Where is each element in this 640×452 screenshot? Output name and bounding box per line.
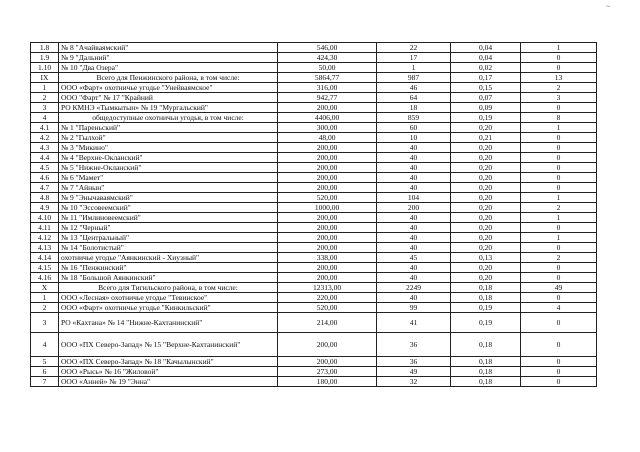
cell-name: № 4 "Верхне-Окланский" bbox=[59, 153, 278, 163]
table-row bbox=[31, 93, 597, 103]
cell-num: 4.13 bbox=[31, 243, 59, 253]
cell-v2: 0,20 bbox=[451, 193, 521, 203]
cell-v3: 2 bbox=[521, 203, 597, 213]
cell-name: ООО «Рысь» № 16 "Жиловой" bbox=[59, 367, 278, 377]
cell-v3: 1 bbox=[521, 123, 597, 133]
cell-area: 200,00 bbox=[278, 143, 377, 153]
cell-name: общедоступные охотничьи угодья, в том числе: bbox=[59, 113, 278, 123]
cell-num: 4 bbox=[31, 333, 59, 357]
cell-v3: 0 bbox=[521, 183, 597, 193]
cell-area: 180,00 bbox=[278, 377, 377, 387]
cell-num: 4.4 bbox=[31, 153, 59, 163]
cell-v3: 0 bbox=[521, 53, 597, 63]
table-row bbox=[31, 243, 597, 253]
page-corner-mark: ~ bbox=[606, 2, 611, 11]
cell-v3: 0 bbox=[521, 153, 597, 163]
cell-v2: 0,09 bbox=[451, 103, 521, 113]
cell-v1: 99 bbox=[377, 303, 451, 313]
cell-area: 200,00 bbox=[278, 333, 377, 357]
cell-v3: 0 bbox=[521, 377, 597, 387]
table-row bbox=[31, 53, 597, 63]
cell-v3: 0 bbox=[521, 143, 597, 153]
cell-name: № 6 "Мамет" bbox=[59, 173, 278, 183]
cell-num: 4.11 bbox=[31, 223, 59, 233]
cell-area: 200,00 bbox=[278, 153, 377, 163]
cell-v1: 40 bbox=[377, 233, 451, 243]
cell-v2: 0,20 bbox=[451, 173, 521, 183]
cell-v1: 2249 bbox=[377, 283, 451, 293]
cell-area: 200,00 bbox=[278, 263, 377, 273]
cell-v1: 36 bbox=[377, 333, 451, 357]
cell-v3: 0 bbox=[521, 273, 597, 283]
cell-v3: 4 bbox=[521, 303, 597, 313]
cell-v3: 13 bbox=[521, 73, 597, 83]
cell-v2: 0,13 bbox=[451, 253, 521, 263]
cell-v3: 1 bbox=[521, 43, 597, 53]
cell-num: 1.9 bbox=[31, 53, 59, 63]
cell-num: 4.14 bbox=[31, 253, 59, 263]
cell-v2: 0,20 bbox=[451, 183, 521, 193]
table-row bbox=[31, 193, 597, 203]
cell-num: 4.15 bbox=[31, 263, 59, 273]
cell-v2: 0,20 bbox=[451, 213, 521, 223]
cell-v1: 859 bbox=[377, 113, 451, 123]
cell-v2: 0,20 bbox=[451, 153, 521, 163]
cell-v1: 40 bbox=[377, 183, 451, 193]
cell-area: 316,00 bbox=[278, 83, 377, 93]
cell-v3: 0 bbox=[521, 63, 597, 73]
cell-v1: 104 bbox=[377, 193, 451, 203]
cell-name: № 3 "Микино" bbox=[59, 143, 278, 153]
cell-v2: 0,04 bbox=[451, 53, 521, 63]
table-row bbox=[31, 123, 597, 133]
cell-area: 50,00 bbox=[278, 63, 377, 73]
cell-num: 4.3 bbox=[31, 143, 59, 153]
cell-name: № 16 "Пенжинский" bbox=[59, 263, 278, 273]
cell-v2: 0,19 bbox=[451, 303, 521, 313]
cell-v1: 46 bbox=[377, 83, 451, 93]
cell-v1: 17 bbox=[377, 53, 451, 63]
cell-name: № 12 "Черный" bbox=[59, 223, 278, 233]
cell-name: РО КМНЭ «Тымкытын» № 19 "Мургальский" bbox=[59, 103, 278, 113]
cell-area: 200,00 bbox=[278, 273, 377, 283]
cell-name: № 10 "Эссовеемский" bbox=[59, 203, 278, 213]
cell-name: № 1 "Пареньский" bbox=[59, 123, 278, 133]
cell-v2: 0,04 bbox=[451, 43, 521, 53]
cell-name: Всего для Пенжинского района, в том числе: bbox=[59, 73, 278, 83]
cell-v1: 64 bbox=[377, 93, 451, 103]
cell-v1: 49 bbox=[377, 367, 451, 377]
cell-area: 200,00 bbox=[278, 103, 377, 113]
cell-area: 942,77 bbox=[278, 93, 377, 103]
cell-num: 4.8 bbox=[31, 193, 59, 203]
cell-v3: 0 bbox=[521, 313, 597, 333]
cell-v1: 22 bbox=[377, 43, 451, 53]
table-row bbox=[31, 83, 597, 93]
cell-v3: 0 bbox=[521, 333, 597, 357]
cell-v1: 32 bbox=[377, 377, 451, 387]
cell-name: № 14 "Болотистый" bbox=[59, 243, 278, 253]
cell-area: 4406,00 bbox=[278, 113, 377, 123]
cell-num: 4.7 bbox=[31, 183, 59, 193]
cell-area: 200,00 bbox=[278, 163, 377, 173]
cell-v2: 0,20 bbox=[451, 203, 521, 213]
cell-v3: 2 bbox=[521, 253, 597, 263]
cell-num: IX bbox=[31, 73, 59, 83]
cell-v3: 3 bbox=[521, 93, 597, 103]
cell-num: 4.2 bbox=[31, 133, 59, 143]
cell-v2: 0,21 bbox=[451, 133, 521, 143]
hunting-grounds-table bbox=[30, 42, 597, 387]
cell-name: № 13 "Центральный" bbox=[59, 233, 278, 243]
table-row bbox=[31, 133, 597, 143]
cell-v1: 40 bbox=[377, 143, 451, 153]
cell-v3: 0 bbox=[521, 243, 597, 253]
cell-v3: 0 bbox=[521, 263, 597, 273]
table-row bbox=[31, 103, 597, 113]
cell-num: 4.9 bbox=[31, 203, 59, 213]
cell-area: 338,00 bbox=[278, 253, 377, 263]
cell-name: РО «Кахтана» № 14 "Нижне-Кахтанинский" bbox=[59, 313, 278, 333]
cell-area: 546,00 bbox=[278, 43, 377, 53]
cell-num: 4.10 bbox=[31, 213, 59, 223]
cell-v1: 40 bbox=[377, 263, 451, 273]
cell-num: 1.10 bbox=[31, 63, 59, 73]
cell-num: 1 bbox=[31, 83, 59, 93]
cell-v2: 0,20 bbox=[451, 243, 521, 253]
table-row bbox=[31, 213, 597, 223]
cell-num: 4.1 bbox=[31, 123, 59, 133]
cell-name: ООО «ПХ Северо-Запад» № 18 "Качылынский" bbox=[59, 357, 278, 367]
cell-v2: 0,18 bbox=[451, 333, 521, 357]
cell-v3: 2 bbox=[521, 83, 597, 93]
table-row bbox=[31, 357, 597, 367]
cell-area: 200,00 bbox=[278, 357, 377, 367]
cell-area: 520,00 bbox=[278, 193, 377, 203]
cell-num: 1 bbox=[31, 293, 59, 303]
cell-v3: 1 bbox=[521, 213, 597, 223]
cell-v3: 0 bbox=[521, 367, 597, 377]
cell-v2: 0,18 bbox=[451, 367, 521, 377]
table-row bbox=[31, 253, 597, 263]
table-row bbox=[31, 283, 597, 293]
cell-area: 200,00 bbox=[278, 233, 377, 243]
cell-v1: 40 bbox=[377, 273, 451, 283]
cell-v1: 987 bbox=[377, 73, 451, 83]
cell-v2: 0,20 bbox=[451, 273, 521, 283]
cell-v1: 40 bbox=[377, 223, 451, 233]
cell-area: 200,00 bbox=[278, 173, 377, 183]
cell-v3: 1 bbox=[521, 193, 597, 203]
cell-v2: 0,18 bbox=[451, 377, 521, 387]
cell-num: 4 bbox=[31, 113, 59, 123]
cell-name: Всего для Тигильского района, в том числе: bbox=[59, 283, 278, 293]
cell-name: № 5 "Нижне-Окланский" bbox=[59, 163, 278, 173]
cell-num: 5 bbox=[31, 357, 59, 367]
cell-v3: 0 bbox=[521, 173, 597, 183]
cell-name: № 11 "Имлиновеемский" bbox=[59, 213, 278, 223]
cell-v3: 49 bbox=[521, 283, 597, 293]
cell-v3: 0 bbox=[521, 223, 597, 233]
cell-num: 3 bbox=[31, 103, 59, 113]
table-row bbox=[31, 333, 597, 357]
table-row bbox=[31, 183, 597, 193]
cell-name: № 9 "Дальний" bbox=[59, 53, 278, 63]
table-row bbox=[31, 303, 597, 313]
cell-num: 4.16 bbox=[31, 273, 59, 283]
cell-num: 2 bbox=[31, 93, 59, 103]
cell-area: 214,00 bbox=[278, 313, 377, 333]
cell-area: 200,00 bbox=[278, 243, 377, 253]
cell-num: 3 bbox=[31, 313, 59, 333]
cell-v3: 8 bbox=[521, 113, 597, 123]
cell-name: ООО «Фарт» охотничье угодье "Кинкильский" bbox=[59, 303, 278, 313]
cell-v1: 36 bbox=[377, 357, 451, 367]
table-row bbox=[31, 233, 597, 243]
cell-area: 12313,00 bbox=[278, 283, 377, 293]
cell-v3: 0 bbox=[521, 133, 597, 143]
cell-v1: 40 bbox=[377, 153, 451, 163]
cell-num: 4.6 bbox=[31, 173, 59, 183]
cell-v2: 0,20 bbox=[451, 263, 521, 273]
cell-v1: 41 bbox=[377, 313, 451, 333]
table-row bbox=[31, 203, 597, 213]
cell-v1: 60 bbox=[377, 123, 451, 133]
cell-area: 424,30 bbox=[278, 53, 377, 63]
table-row bbox=[31, 263, 597, 273]
cell-num: 6 bbox=[31, 367, 59, 377]
table-row bbox=[31, 273, 597, 283]
cell-area: 300,00 bbox=[278, 123, 377, 133]
cell-v1: 40 bbox=[377, 213, 451, 223]
cell-name: № 7 "Айнын" bbox=[59, 183, 278, 193]
table-row bbox=[31, 313, 597, 333]
cell-v2: 0,19 bbox=[451, 113, 521, 123]
table-row bbox=[31, 143, 597, 153]
cell-v2: 0,20 bbox=[451, 163, 521, 173]
cell-v1: 40 bbox=[377, 173, 451, 183]
cell-v2: 0,20 bbox=[451, 143, 521, 153]
cell-v2: 0,20 bbox=[451, 123, 521, 133]
table-row bbox=[31, 73, 597, 83]
cell-name: № 2 "Гылхой" bbox=[59, 133, 278, 143]
cell-name: ООО «Лесная» охотничье угодье "Тевинское" bbox=[59, 293, 278, 303]
cell-v2: 0,18 bbox=[451, 357, 521, 367]
cell-v1: 200 bbox=[377, 203, 451, 213]
cell-v3: 0 bbox=[521, 357, 597, 367]
cell-v1: 18 bbox=[377, 103, 451, 113]
cell-name: № 18 "Большой Аянкинский" bbox=[59, 273, 278, 283]
cell-area: 200,00 bbox=[278, 183, 377, 193]
cell-name: ООО «Фарт» охотничье угодье "Унейваямское" bbox=[59, 83, 278, 93]
cell-name: охотничье угодье "Аянкинский - Хиузный" bbox=[59, 253, 278, 263]
cell-v3: 0 bbox=[521, 293, 597, 303]
cell-v1: 10 bbox=[377, 133, 451, 143]
cell-v2: 0,20 bbox=[451, 223, 521, 233]
cell-name: ООО «Анней» № 19 "Энна" bbox=[59, 377, 278, 387]
cell-num: 2 bbox=[31, 303, 59, 313]
table-row bbox=[31, 367, 597, 377]
cell-v1: 1 bbox=[377, 63, 451, 73]
cell-v2: 0,20 bbox=[451, 233, 521, 243]
cell-name: № 10 "Два Озера" bbox=[59, 63, 278, 73]
cell-v1: 45 bbox=[377, 253, 451, 263]
cell-v1: 40 bbox=[377, 293, 451, 303]
cell-v3: 0 bbox=[521, 103, 597, 113]
cell-num: X bbox=[31, 283, 59, 293]
cell-num: 4.12 bbox=[31, 233, 59, 243]
cell-name: № 9 "Энычаваямский" bbox=[59, 193, 278, 203]
table-row bbox=[31, 163, 597, 173]
cell-area: 200,00 bbox=[278, 213, 377, 223]
cell-name: № 8 "Ачайваямский" bbox=[59, 43, 278, 53]
cell-area: 5864,77 bbox=[278, 73, 377, 83]
cell-v3: 1 bbox=[521, 233, 597, 243]
cell-area: 48,00 bbox=[278, 133, 377, 143]
cell-name: ООО «ПХ Северо-Запад» № 15 "Верхне-Кахтанинский" bbox=[59, 333, 278, 357]
cell-num: 1.8 bbox=[31, 43, 59, 53]
cell-area: 220,00 bbox=[278, 293, 377, 303]
table-row bbox=[31, 223, 597, 233]
table-row bbox=[31, 113, 597, 123]
cell-v2: 0,18 bbox=[451, 293, 521, 303]
table-body bbox=[31, 43, 597, 387]
cell-name: ООО "Фарт" № 17 "Крайний bbox=[59, 93, 278, 103]
cell-num: 7 bbox=[31, 377, 59, 387]
cell-v2: 0,02 bbox=[451, 63, 521, 73]
cell-area: 1000,00 bbox=[278, 203, 377, 213]
cell-v2: 0,19 bbox=[451, 313, 521, 333]
cell-num: 4.5 bbox=[31, 163, 59, 173]
cell-area: 200,00 bbox=[278, 223, 377, 233]
cell-v3: 0 bbox=[521, 163, 597, 173]
cell-v1: 40 bbox=[377, 163, 451, 173]
table-row bbox=[31, 153, 597, 163]
cell-v1: 40 bbox=[377, 243, 451, 253]
table-row bbox=[31, 173, 597, 183]
cell-area: 273,00 bbox=[278, 367, 377, 377]
cell-v2: 0,18 bbox=[451, 283, 521, 293]
cell-area: 520,00 bbox=[278, 303, 377, 313]
table-row bbox=[31, 63, 597, 73]
cell-v2: 0,07 bbox=[451, 93, 521, 103]
table-row bbox=[31, 43, 597, 53]
cell-v2: 0,17 bbox=[451, 73, 521, 83]
table-row bbox=[31, 377, 597, 387]
table-row bbox=[31, 293, 597, 303]
cell-v2: 0,15 bbox=[451, 83, 521, 93]
